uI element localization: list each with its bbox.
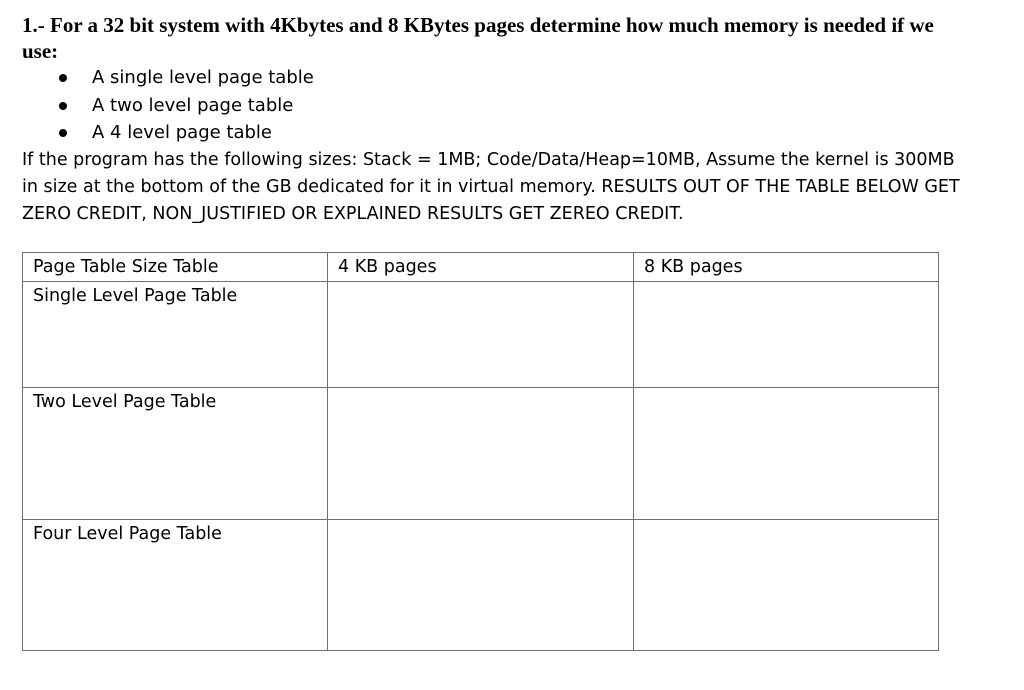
answer-cell-single-8kb[interactable] [634, 282, 939, 388]
row-label-two-level: Two Level Page Table [23, 388, 328, 520]
option-single-level [0, 64, 314, 92]
bullet-icon [59, 74, 67, 82]
option-four-level [0, 119, 314, 147]
table-row-two-level [23, 388, 939, 520]
option-label: A single level page table [92, 67, 314, 88]
bullet-icon [59, 102, 67, 110]
bullet-icon [59, 129, 67, 137]
answer-cell-two-4kb[interactable] [328, 388, 634, 520]
row-label-four-level: Four Level Page Table [23, 520, 328, 651]
page-table-size-table [22, 252, 939, 651]
option-two-level [0, 92, 314, 120]
table-header-row [23, 253, 939, 282]
instructions-paragraph: If the program has the following sizes: Stack = 1MB; Code/Data/Heap=10MB, Assume the kernel is 300MB in size at the bottom of the GB dedicated for it in virtual memory. RESULTS OUT OF THE TABLE BELOW GET ZERO CREDIT, NON_JUSTIFIED OR EXPLAINED RESULTS GET ZEREO CREDIT. [22, 150, 960, 224]
option-label: A 4 level page table [92, 122, 272, 143]
header-4kb-pages: 4 KB pages [328, 253, 634, 282]
answer-cell-four-4kb[interactable] [328, 520, 634, 651]
question-title: 1.- For a 32 bit system with 4Kbytes and 8 KBytes pages determine how much memory is needed if we use: [22, 13, 934, 63]
answer-cell-single-4kb[interactable] [328, 282, 634, 388]
page-table-options-list [0, 64, 314, 147]
table-row-single-level [23, 282, 939, 388]
header-page-table-size: Page Table Size Table [23, 253, 328, 282]
answer-cell-two-8kb[interactable] [634, 388, 939, 520]
option-label: A two level page table [92, 94, 294, 116]
table-row-four-level [23, 520, 939, 651]
header-8kb-pages: 8 KB pages [634, 253, 939, 282]
answer-cell-four-8kb[interactable] [634, 520, 939, 651]
row-label-single-level: Single Level Page Table [23, 282, 328, 388]
